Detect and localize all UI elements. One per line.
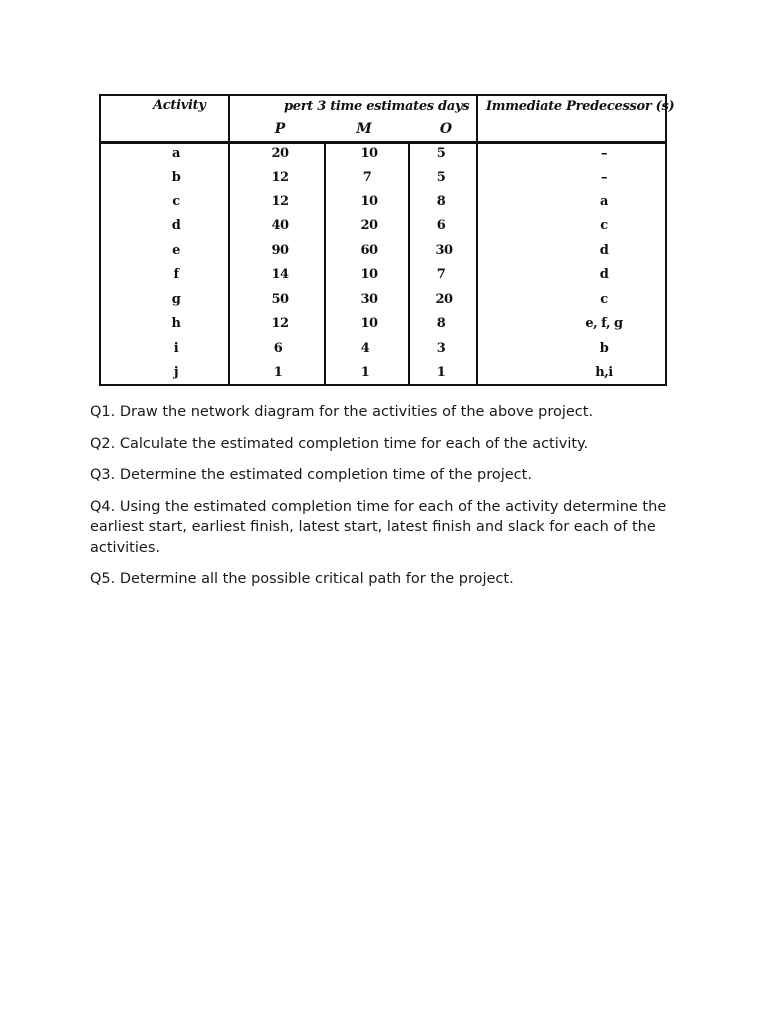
cell-o: 6: [436, 218, 446, 233]
cell-activity: j: [173, 365, 179, 380]
cell-predecessor: c: [600, 218, 608, 233]
cell-m: 30: [360, 292, 378, 307]
col-divider-estimates: [476, 96, 478, 384]
cell-o: 1: [436, 365, 446, 380]
cell-m: 20: [360, 218, 378, 233]
cell-activity: c: [172, 194, 180, 209]
pert-table: [99, 94, 675, 386]
cell-activity: b: [171, 170, 181, 185]
cell-predecessor: a: [600, 194, 608, 209]
cell-o: 7: [436, 267, 446, 282]
header-o: O: [439, 121, 453, 137]
cell-predecessor: –: [601, 146, 607, 161]
cell-activity: a: [172, 146, 180, 161]
header-m: M: [356, 121, 372, 137]
cell-predecessor: c: [600, 292, 608, 307]
cell-m: 10: [360, 146, 378, 161]
cell-activity: g: [171, 292, 181, 307]
cell-activity: i: [173, 341, 179, 356]
cell-predecessor: e, f, g: [585, 316, 623, 331]
header-divider: [101, 141, 665, 144]
cell-predecessor: b: [599, 341, 609, 356]
col-divider-p: [324, 141, 326, 384]
cell-o: 8: [436, 194, 446, 209]
cell-p: 1: [273, 365, 283, 380]
cell-m: 10: [360, 267, 378, 282]
cell-activity: h: [171, 316, 181, 331]
cell-predecessor: h,i: [595, 365, 613, 380]
cell-m: 1: [360, 365, 370, 380]
header-activity: Activity: [153, 98, 206, 113]
cell-p: 12: [271, 316, 289, 331]
question-1: Q1. Draw the network diagram for the activities of the above project.: [90, 404, 594, 420]
cell-predecessor: d: [599, 267, 609, 282]
cell-p: 12: [271, 194, 289, 209]
header-estimates: pert 3 time estimates days: [284, 99, 470, 114]
cell-m: 10: [360, 316, 378, 331]
cell-predecessor: d: [599, 243, 609, 258]
header-predecessor: Immediate Predecessor (s): [486, 99, 675, 114]
cell-o: 5: [436, 146, 446, 161]
question-4: Q4. Using the estimated completion time for each of the activity determine the earliest start, earliest finish, latest start, latest finish and slack for each of the activities.: [90, 498, 667, 556]
cell-activity: f: [173, 267, 179, 282]
cell-o: 30: [435, 243, 453, 258]
cell-m: 4: [360, 341, 370, 356]
cell-p: 20: [271, 146, 289, 161]
cell-m: 60: [360, 243, 378, 258]
question-2: Q2. Calculate the estimated completion time for each of the activity.: [90, 435, 589, 452]
cell-p: 90: [271, 243, 289, 258]
cell-o: 3: [436, 341, 446, 356]
cell-p: 40: [271, 218, 289, 233]
cell-predecessor: –: [601, 170, 607, 185]
cell-activity: e: [172, 243, 180, 258]
question-3: Q3. Determine the estimated completion time of the project.: [90, 467, 532, 483]
cell-o: 20: [435, 292, 453, 307]
cell-o: 8: [436, 316, 446, 331]
cell-o: 5: [436, 170, 446, 185]
cell-p: 6: [273, 341, 283, 356]
cell-p: 14: [271, 267, 289, 282]
cell-m: 7: [362, 170, 372, 185]
col-divider-activity: [228, 96, 230, 384]
cell-p: 50: [271, 292, 289, 307]
cell-m: 10: [360, 194, 378, 209]
question-list: [90, 402, 670, 601]
cell-activity: d: [171, 218, 181, 233]
col-divider-m: [408, 141, 410, 384]
cell-p: 12: [271, 170, 289, 185]
question-5: Q5. Determine all the possible critical path for the project.: [90, 571, 514, 587]
header-p: P: [274, 121, 286, 137]
